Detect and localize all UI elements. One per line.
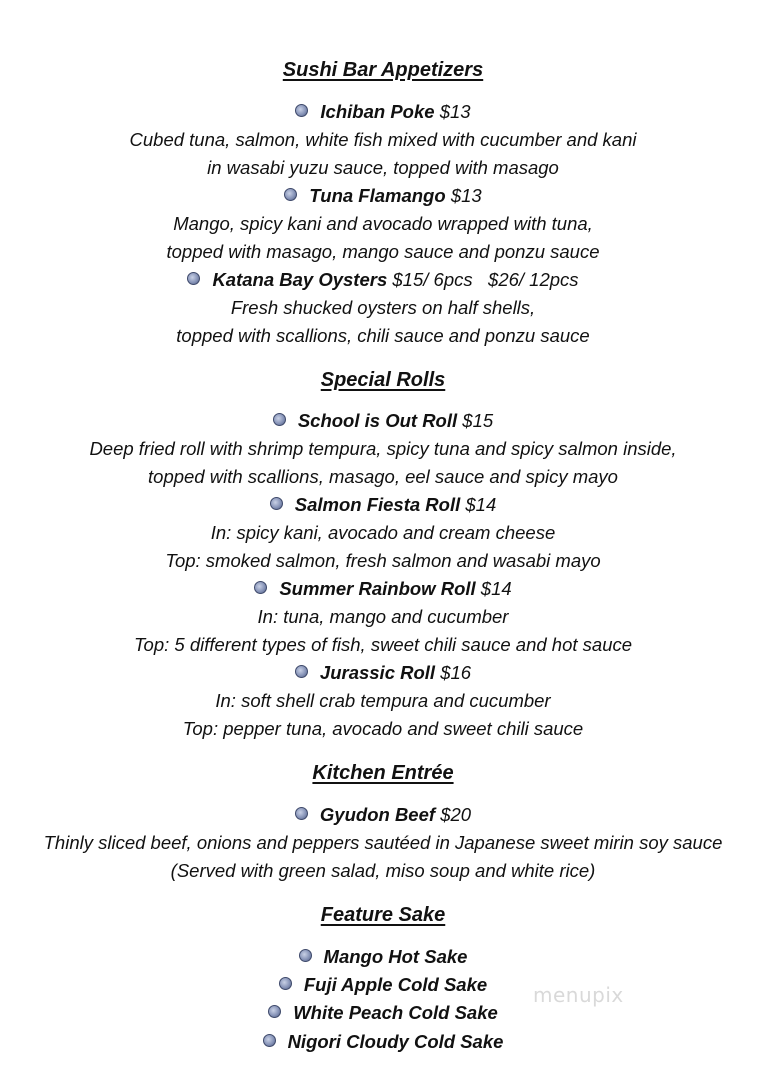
item-price: $15/ 6pcs $26/ 12pcs (392, 269, 579, 290)
section-heading-special-rolls: Special Rolls (320, 369, 446, 391)
blue-bullet-icon (268, 1005, 281, 1018)
item-name: Mango Hot Sake (323, 946, 468, 967)
item-description: Top: 5 different types of fish, sweet chili sauce and hot sauce (133, 634, 633, 655)
menu-item-salmon-fiesta-roll (0, 491, 766, 519)
blue-bullet-icon (299, 949, 312, 962)
item-description: Deep fried roll with shrimp tempura, spicy tuna and spicy salmon inside, (89, 438, 677, 459)
blue-bullet-icon (279, 977, 292, 990)
menu-item-summer-rainbow-roll (0, 575, 766, 603)
item-description: topped with scallions, masago, eel sauce and spicy mayo (148, 466, 618, 487)
menu-item-tuna-flamango (0, 182, 766, 210)
item-price: $20 (440, 804, 472, 825)
item-description: topped with scallions, chili sauce and ponzu sauce (176, 325, 590, 346)
item-name: Nigori Cloudy Cold Sake (287, 1031, 504, 1052)
item-description: Top: pepper tuna, avocado and sweet chili sauce (182, 718, 584, 739)
item-description: Thinly sliced beef, onions and peppers sautéed in Japanese sweet mirin soy sauce (43, 832, 723, 853)
item-name: Gyudon Beef (319, 804, 436, 825)
item-description: In: spicy kani, avocado and cream cheese (210, 522, 556, 543)
blue-bullet-icon (270, 497, 283, 510)
item-name: Katana Bay Oysters (212, 269, 388, 290)
blue-bullet-icon (284, 188, 297, 201)
menu-item-mango-hot-sake (0, 943, 766, 971)
blue-bullet-icon (187, 272, 200, 285)
item-price: $13 (439, 101, 471, 122)
blue-bullet-icon (295, 104, 308, 117)
item-price: $16 (440, 662, 472, 683)
menu-item-fuji-apple-cold-sake (0, 971, 766, 999)
menu-item-ichiban-poke (0, 98, 766, 126)
item-description: (Served with green salad, miso soup and white rice) (170, 860, 596, 881)
item-price: $14 (465, 494, 497, 515)
menu-item-white-peach-cold-sake (0, 999, 766, 1027)
item-description: In: tuna, mango and cucumber (257, 606, 509, 627)
item-description: Mango, spicy kani and avocado wrapped with tuna, (173, 213, 593, 234)
item-description: In: soft shell crab tempura and cucumber (215, 690, 551, 711)
item-name: Salmon Fiesta Roll (294, 494, 461, 515)
item-name: Summer Rainbow Roll (279, 578, 476, 599)
item-description: Fresh shucked oysters on half shells, (230, 297, 536, 318)
menupix-watermark: menupix (533, 983, 624, 1007)
item-price: $15 (462, 410, 494, 431)
menu-item-nigori-cloudy-cold-sake (0, 1028, 766, 1056)
item-name: School is Out Roll (297, 410, 458, 431)
item-price: $14 (480, 578, 512, 599)
item-description: in wasabi yuzu sauce, topped with masago (207, 157, 559, 178)
item-description: Cubed tuna, salmon, white fish mixed with cucumber and kani (129, 129, 637, 150)
section-heading-feature-sake: Feature Sake (320, 904, 446, 926)
menu-item-jurassic-roll (0, 659, 766, 687)
item-name: White Peach Cold Sake (293, 1002, 498, 1023)
item-name: Jurassic Roll (319, 662, 436, 683)
blue-bullet-icon (295, 665, 308, 678)
blue-bullet-icon (263, 1034, 276, 1047)
section-heading-kitchen-entree: Kitchen Entrée (312, 762, 454, 784)
menu-item-gyudon-beef (0, 801, 766, 829)
item-name: Fuji Apple Cold Sake (303, 974, 488, 995)
blue-bullet-icon (295, 807, 308, 820)
item-price: $13 (450, 185, 482, 206)
item-description: Top: smoked salmon, fresh salmon and wasabi mayo (165, 550, 601, 571)
menu-item-katana-bay-oysters (0, 266, 766, 294)
item-description: topped with masago, mango sauce and ponzu sauce (166, 241, 600, 262)
blue-bullet-icon (254, 581, 267, 594)
section-heading-sushi-bar-appetizers: Sushi Bar Appetizers (282, 59, 484, 81)
item-name: Ichiban Poke (320, 101, 435, 122)
item-name: Tuna Flamango (309, 185, 446, 206)
blue-bullet-icon (273, 413, 286, 426)
menu-item-school-is-out-roll (0, 407, 766, 435)
